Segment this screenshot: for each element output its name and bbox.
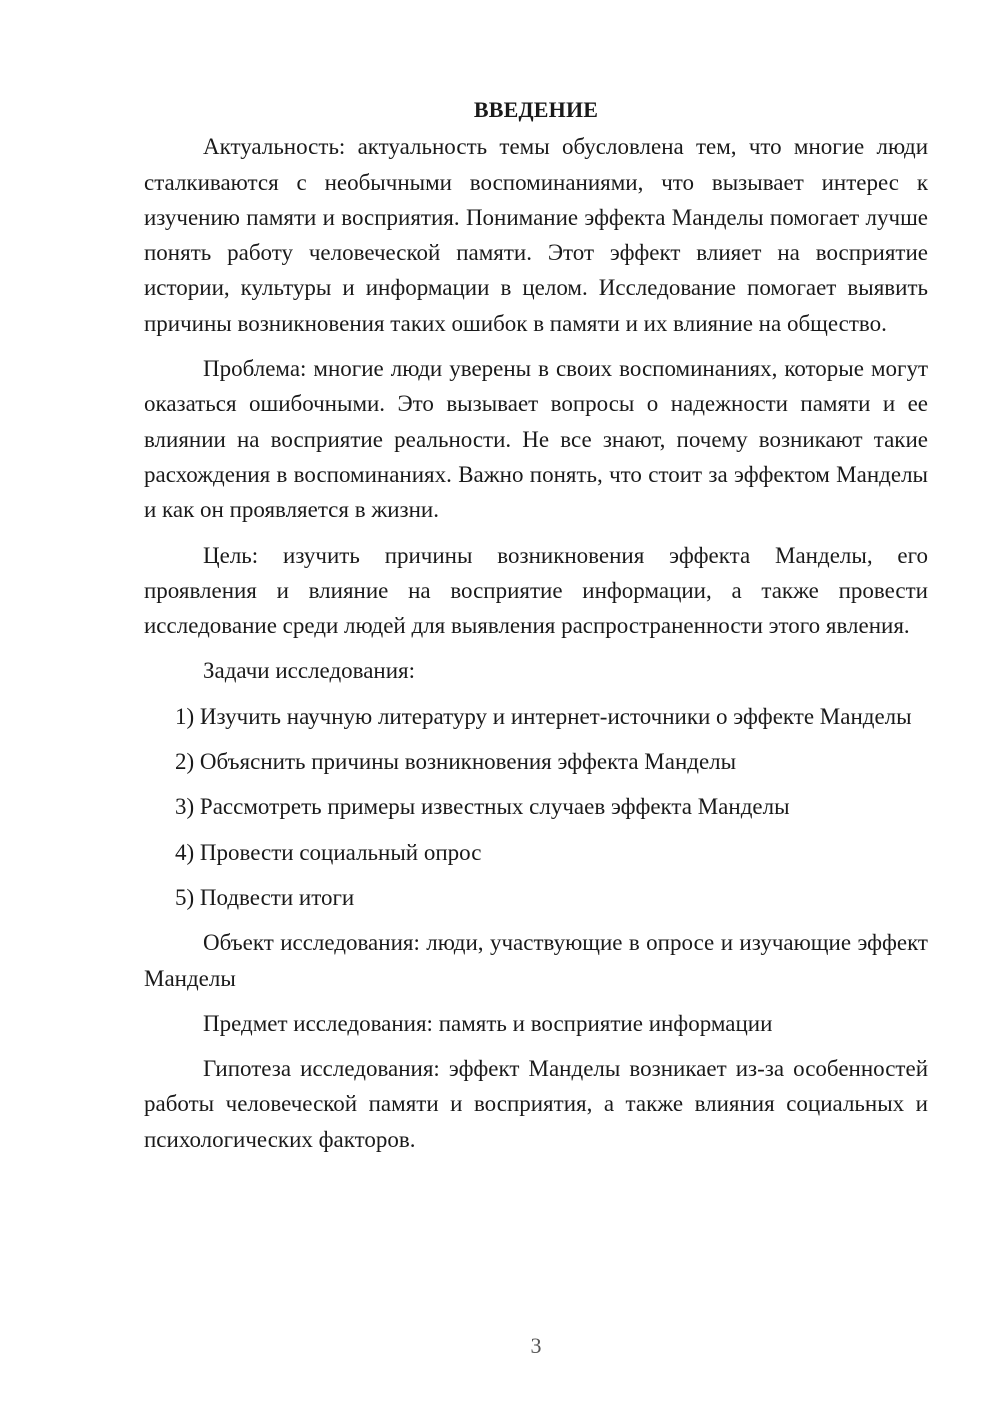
- section-title: ВВЕДЕНИЕ: [473, 97, 599, 122]
- list-item: 5) Подвести итоги: [175, 884, 355, 910]
- paragraph-goal: Цель: изучить причины возникновения эффекта Манделы, его проявления и влияние на восприятие информации, а также провести исследование среди людей для выявления распространенности этого явления.: [144, 542, 928, 639]
- paragraph-hypothesis: Гипотеза исследования: эффект Манделы возникает из-за особенностей работы человеческой памяти и восприятия, а также влияния социальных и психологических факторов.: [144, 1056, 928, 1152]
- paragraph-relevance: Актуальность: актуальность темы обусловлена тем, что многие люди сталкиваются с необычными воспоминаниями, что вызывает интерес к изучению памяти и восприятия. Понимание эффекта Манделы помогает лучше понять работу человеческой памяти. Этот эффект влияет на восприятие истории, культуры и информации в целом. Исследование помогает выявить причины возникновения таких ошибок в памяти и их влияние на общество.: [144, 134, 928, 336]
- tasks-heading: Задачи исследования:: [203, 658, 416, 684]
- paragraph-problem: Проблема: многие люди уверены в своих воспоминаниях, которые могут оказаться ошибочными. Это вызывает вопросы о надежности памяти и ее влиянии на восприятие реальности. Не все знают, почему возникают такие расхождения в воспоминаниях. Важно понять, что стоит за эффектом Манделы и как он проявляется в жизни.: [144, 356, 928, 523]
- list-item: 2) Объяснить причины возникновения эффекта Манделы: [175, 749, 737, 775]
- list-item: 1) Изучить научную литературу и интернет-источники о эффекте Манделы: [175, 703, 912, 729]
- paragraph-object: Объект исследования: люди, участвующие в опросе и изучающие эффект Манделы: [144, 930, 928, 991]
- document-page: [144, 92, 928, 1167]
- list-item: 4) Провести социальный опрос: [175, 839, 482, 865]
- list-item: 3) Рассмотреть примеры известных случаев эффекта Манделы: [175, 794, 790, 820]
- page-number: 3: [530, 1333, 542, 1358]
- paragraph-subject: Предмет исследования: память и восприятие информации: [203, 1010, 773, 1036]
- tasks-list: [144, 699, 928, 915]
